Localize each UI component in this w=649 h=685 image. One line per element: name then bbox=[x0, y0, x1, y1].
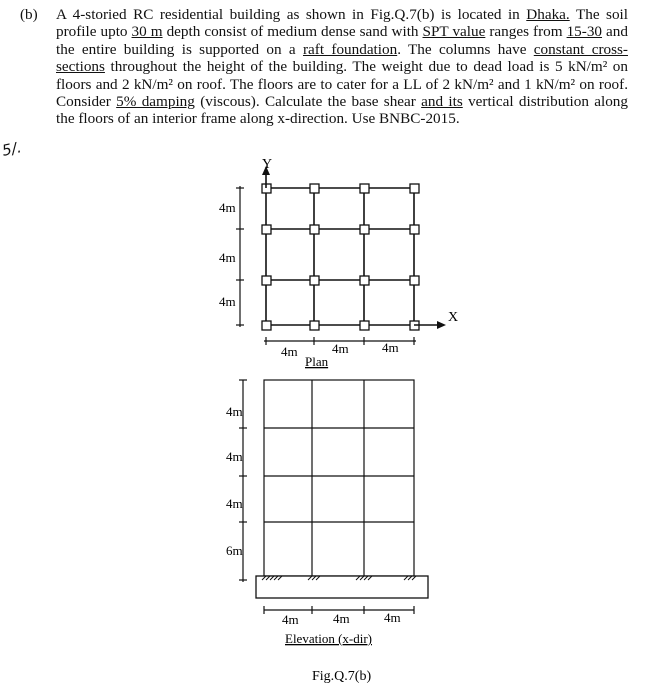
question-text-segment: Dhaka. bbox=[526, 6, 570, 23]
question-text-segment: and the entire building is supported on a bbox=[56, 23, 628, 58]
plan-title: Plan bbox=[305, 354, 329, 369]
question-text-segment: (viscous). Calculate the base shear bbox=[194, 93, 422, 111]
question-text-segment: The soil profile upto bbox=[56, 6, 628, 41]
question-text-segment: SPT value bbox=[422, 23, 486, 41]
plan-row-dim-2: 4m bbox=[219, 250, 236, 265]
plan-col-dim-3: 4m bbox=[382, 340, 399, 355]
question-text-segment: A 4-storied RC residential building as shown in Fig.Q.7(b) is located in bbox=[56, 6, 527, 23]
elev-story-dim-1: 4m bbox=[226, 404, 243, 419]
question-text-segment: 5% damping bbox=[116, 93, 195, 111]
question-text-segment: ranges from bbox=[485, 23, 567, 41]
question-text-segment: throughout the height of the building. The weight due to dead load is 5 kN/m² on floors and 2 kN/m² on roof. The floors are to cater for a LL of 2 kN/m² and 1 kN/m² on roof. Consider bbox=[56, 58, 628, 111]
plan-col-dim-2: 4m bbox=[332, 341, 349, 356]
plan-row-dim-1: 4m bbox=[219, 200, 236, 215]
plan-row-dim-3: 4m bbox=[219, 294, 236, 309]
question-text-segment: vertical distribution along the floors of an interior frame along x-direction. Use BNBC-2015. bbox=[56, 93, 628, 128]
question-text-segment: 15-30 bbox=[566, 23, 603, 41]
question-text-segment: . The columns have bbox=[397, 40, 534, 58]
elev-bay-dim-3: 4m bbox=[384, 610, 401, 625]
plan-axis-x-label: X bbox=[448, 310, 459, 325]
elev-bay-dim-1: 4m bbox=[282, 612, 299, 627]
plan-axis-y-label: Y bbox=[262, 157, 273, 172]
figure-caption: Fig.Q.7(b) bbox=[312, 669, 372, 684]
question-text-segment: constant cross-sections bbox=[56, 40, 628, 76]
elev-story-dim-2: 4m bbox=[226, 449, 243, 464]
elev-story-dim-3: 4m bbox=[226, 496, 243, 511]
question-text-segment: 30 m bbox=[131, 23, 163, 41]
elev-bay-dim-2: 4m bbox=[333, 611, 350, 626]
elev-story-dim-4: 6m bbox=[226, 543, 243, 558]
question-text-segment: and its bbox=[421, 93, 463, 111]
question-text-segment: raft foundation bbox=[302, 40, 398, 58]
plan-col-dim-1: 4m bbox=[281, 344, 298, 359]
question-text-segment: depth consist of medium dense sand with bbox=[162, 23, 423, 41]
elevation-title: Elevation (x-dir) bbox=[285, 631, 372, 646]
handwritten-margin-note: 5/. bbox=[0, 138, 24, 160]
question-label: (b) bbox=[20, 6, 38, 23]
